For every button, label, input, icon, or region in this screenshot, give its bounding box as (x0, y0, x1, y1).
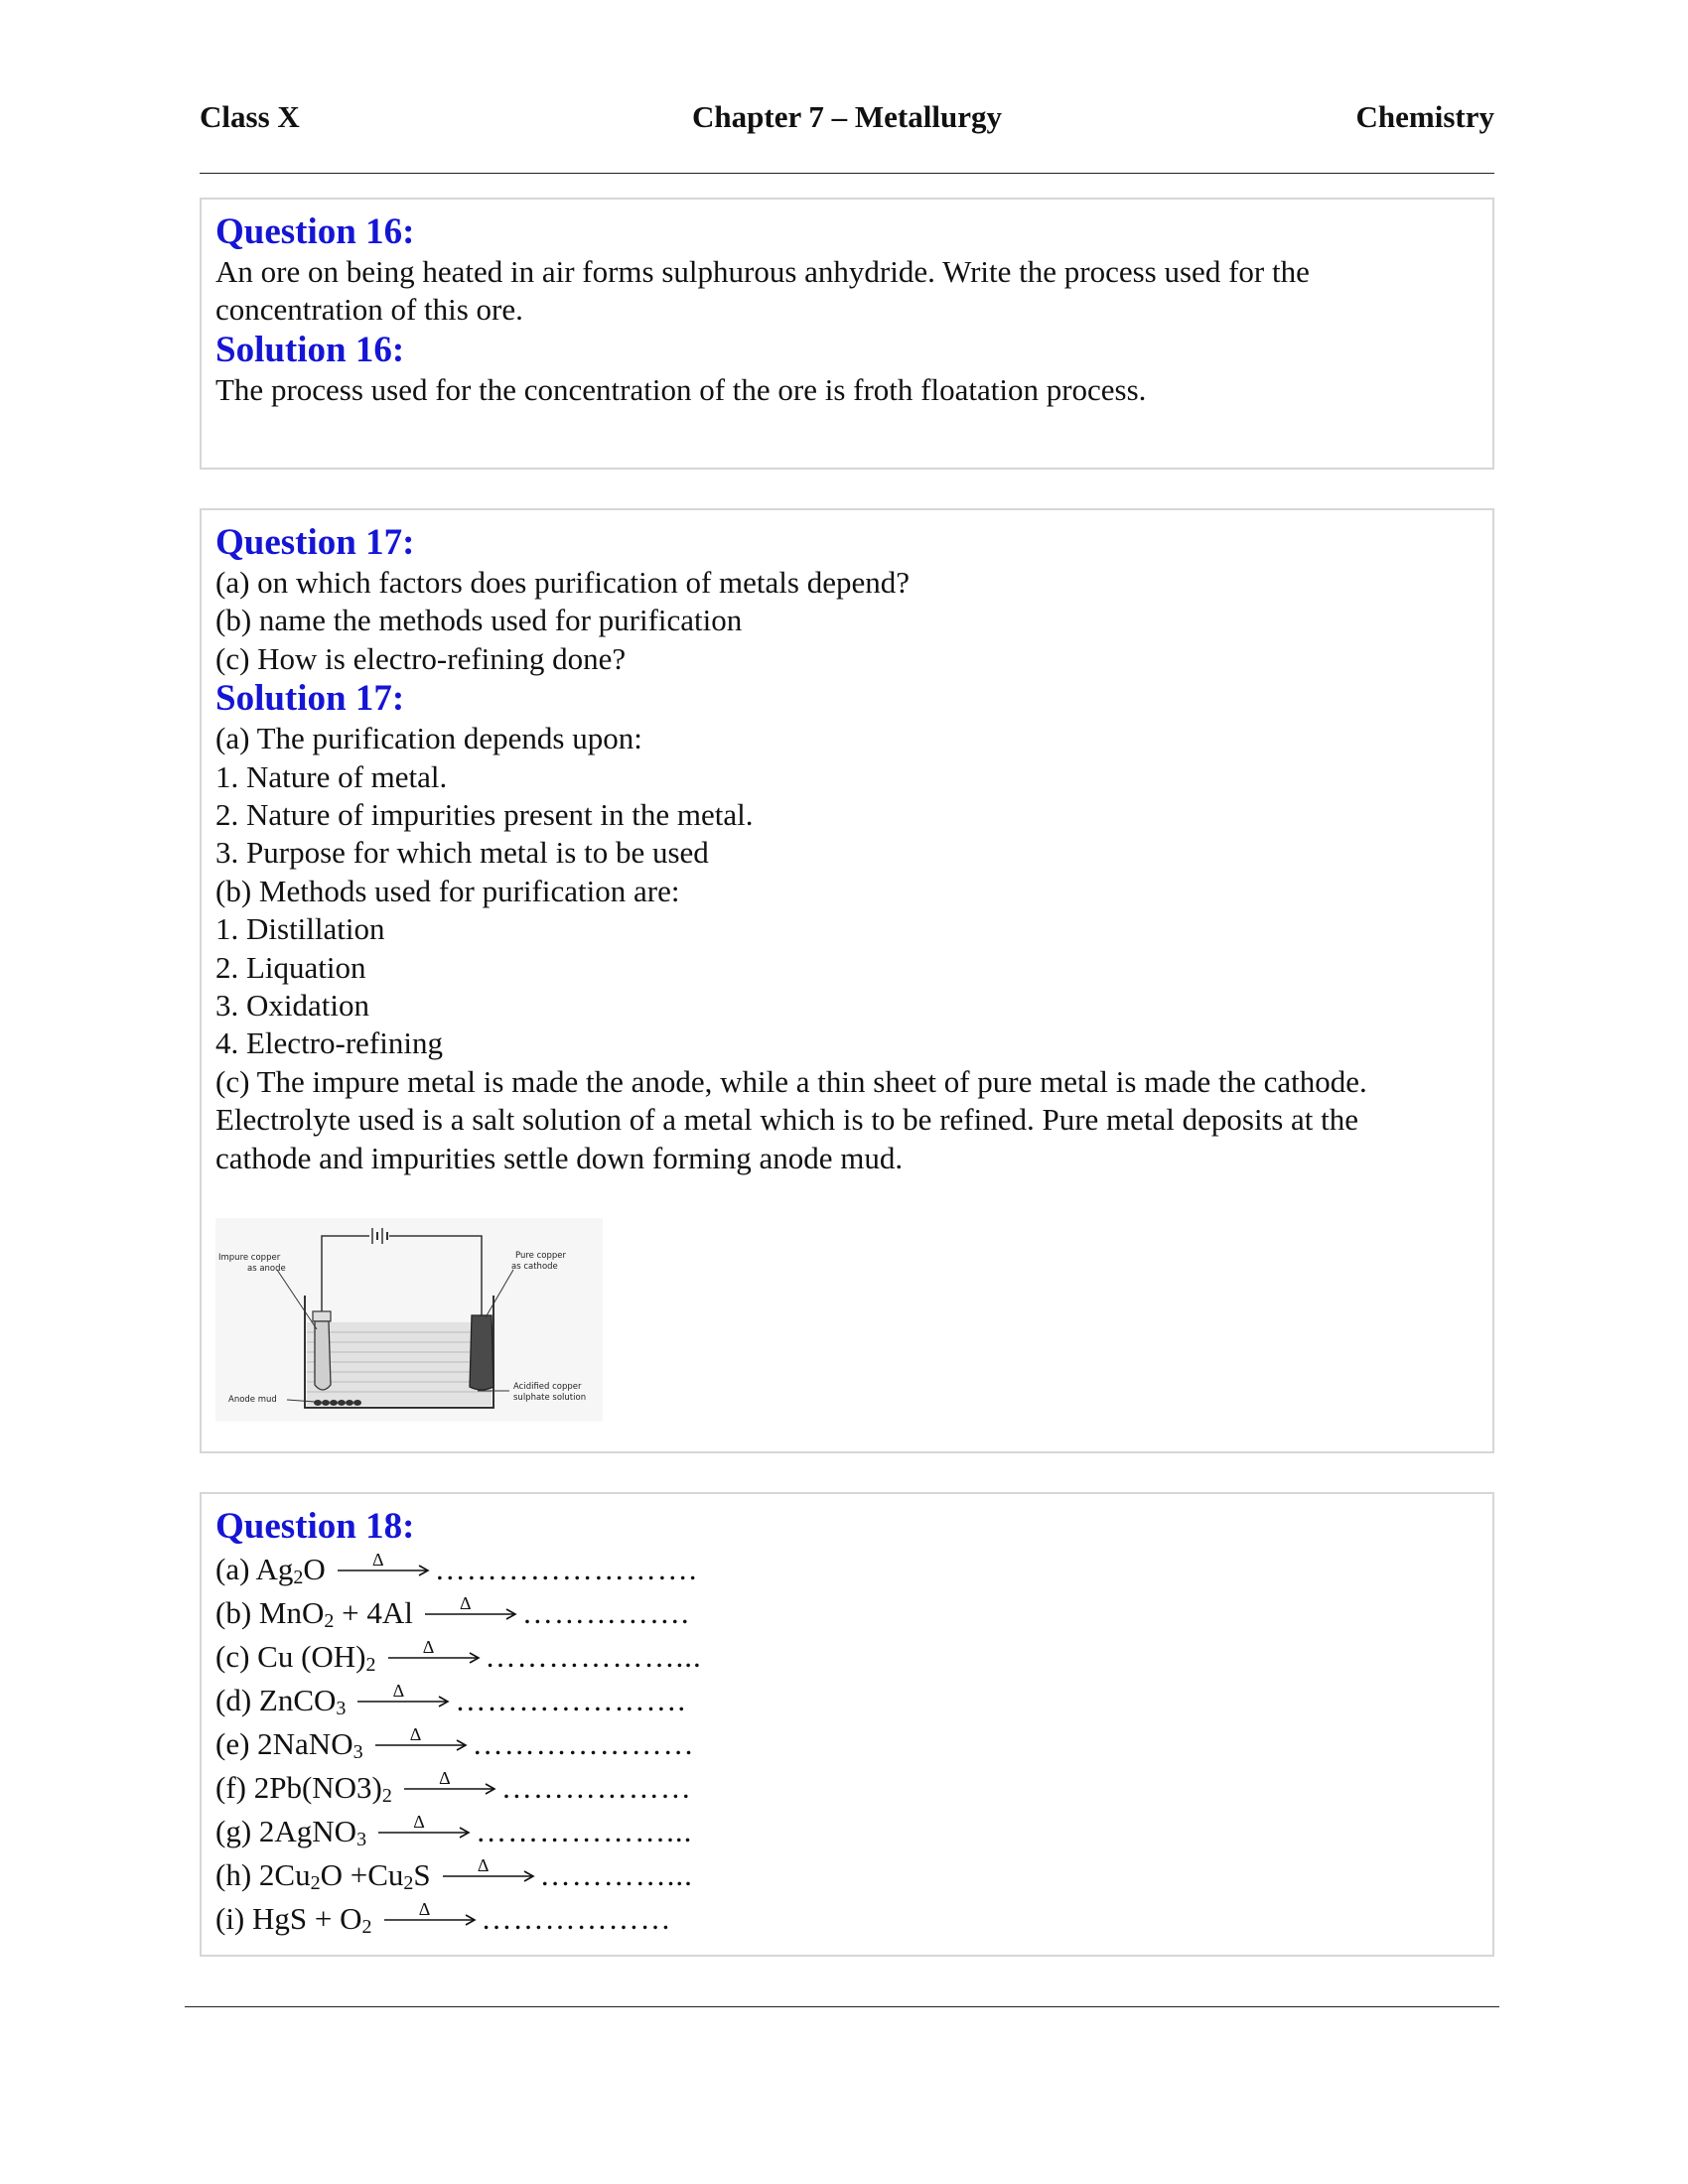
header-subject: Chemistry (1355, 99, 1494, 134)
heat-arrow (384, 1899, 480, 1927)
delta-symbol: Δ (409, 1724, 422, 1744)
reactant-text: (e) 2NaNO (215, 1726, 353, 1761)
question-16-box (200, 198, 1494, 470)
subscript: 2 (361, 1916, 372, 1938)
arrow-icon (388, 1652, 484, 1664)
arrow-icon (384, 1914, 480, 1926)
answer-blank: ……………………. (434, 1552, 698, 1586)
anode-label-line: as anode (247, 1264, 286, 1274)
reactant-text: (d) ZnCO (215, 1683, 337, 1717)
reactant-text: (f) 2Pb(NO3) (215, 1770, 382, 1805)
reactant-text: (i) HgS + O (215, 1901, 362, 1936)
solution-17-c-line: cathode and impurities settle down forming anode mud. (215, 1140, 904, 1175)
reactant-text: + 4Al (334, 1595, 413, 1630)
impure-copper-anode (315, 1321, 331, 1390)
subscript: 2 (293, 1567, 304, 1588)
solution-16-text: The process used for the concentration of the ore is froth floatation process. (215, 371, 1147, 407)
heat-arrow (378, 1812, 474, 1840)
heat-arrow (375, 1724, 471, 1752)
question-17-line: (c) How is electro-refining done? (215, 640, 627, 676)
heat-arrow (357, 1681, 453, 1708)
electrolyte-solution (307, 1322, 492, 1406)
anode-label-line: Impure copper (218, 1253, 281, 1263)
arrow-icon (375, 1739, 471, 1751)
question-17-box (200, 508, 1494, 1453)
arrow-icon (357, 1696, 453, 1707)
question-17-line: (b) name the methods used for purification (215, 603, 743, 638)
answer-blank: ………………… (472, 1726, 695, 1761)
solution-17-line: (a) The purification depends upon: (215, 721, 642, 756)
answer-blank: ……………. (521, 1595, 690, 1630)
solution-17-line: 4. Electro-refining (215, 1025, 443, 1061)
answer-blank: ………………... (476, 1814, 693, 1848)
subscript: 3 (336, 1698, 347, 1719)
delta-symbol: Δ (413, 1812, 425, 1832)
answer-blank: ………………... (485, 1639, 702, 1674)
reaction-item (215, 1548, 1477, 1591)
delta-symbol: Δ (371, 1550, 384, 1570)
solution-17-c-line: (c) The impure metal is made the anode, while a thin sheet of pure metal is made the cathode. (215, 1063, 1367, 1099)
footer-rule (185, 2006, 1499, 2007)
header-rule (200, 173, 1494, 174)
solution-17-line: 3. Purpose for which metal is to be used (215, 835, 709, 871)
arrow-icon (378, 1827, 474, 1839)
electro-refining-diagram (215, 1218, 603, 1422)
question-18-title: Question 18: (215, 1506, 415, 1547)
heat-arrow (443, 1855, 538, 1883)
heat-arrow (338, 1550, 433, 1577)
question-17-line: (a) on which factors does purification of metals depend? (215, 565, 910, 600)
reactant-text: (g) 2AgNO (215, 1814, 357, 1848)
subscript: 2 (381, 1785, 392, 1807)
pure-copper-cathode (470, 1315, 493, 1390)
subscript: 2 (324, 1610, 335, 1632)
solution-17-line: 1. Nature of metal. (215, 758, 448, 794)
reactant-text: (a) Ag (215, 1552, 294, 1586)
delta-symbol: Δ (392, 1681, 405, 1701)
reactant-text: O +Cu (320, 1857, 404, 1892)
reactant-text: (c) Cu (OH) (215, 1639, 366, 1674)
delta-symbol: Δ (460, 1593, 472, 1613)
heat-arrow (388, 1637, 484, 1665)
cathode-label-line: Pure copper (515, 1251, 566, 1261)
subscript: 2 (310, 1872, 321, 1894)
arrow-icon (443, 1870, 538, 1882)
subscript: 3 (352, 1741, 363, 1763)
answer-blank: …………………. (455, 1683, 687, 1717)
subscript: 2 (365, 1654, 376, 1676)
solution-17-c-line: Electrolyte used is a salt solution of a metal which is to be refined. Pure metal deposits at the (215, 1102, 1359, 1138)
reactant-text: (h) 2Cu (215, 1857, 311, 1892)
subscript: 3 (356, 1829, 367, 1850)
anode-mud-label: Anode mud (228, 1395, 277, 1405)
reactant-text: (b) MnO (215, 1595, 325, 1630)
solution-17-title: Solution 17: (215, 678, 405, 720)
solution-label-line: sulphate solution (513, 1393, 587, 1403)
delta-symbol: Δ (477, 1855, 490, 1875)
reaction-item (215, 1810, 1477, 1853)
page-header (200, 99, 1494, 139)
solution-label-line: Acidified copper (513, 1382, 582, 1392)
header-chapter: Chapter 7 – Metallurgy (692, 99, 1002, 134)
delta-symbol: Δ (418, 1899, 431, 1919)
answer-blank: ……………… (500, 1770, 692, 1805)
solution-17-line: 3. Oxidation (215, 988, 369, 1024)
arrow-icon (404, 1783, 499, 1795)
subscript: 2 (403, 1872, 414, 1894)
header-class: Class X (200, 99, 300, 134)
heat-arrow (425, 1593, 520, 1621)
question-16-title: Question 16: (215, 211, 415, 252)
question-16-text-line: concentration of this ore. (215, 292, 523, 328)
reaction-item (215, 1897, 1477, 1941)
solution-17-line: 2. Liquation (215, 949, 366, 985)
cathode-label-line: as cathode (511, 1262, 558, 1272)
heat-arrow (404, 1768, 499, 1796)
solution-17-line: 1. Distillation (215, 911, 385, 947)
solution-16-title: Solution 16: (215, 329, 405, 370)
answer-blank: …………... (539, 1857, 693, 1892)
delta-symbol: Δ (422, 1637, 435, 1657)
arrow-icon (338, 1565, 433, 1576)
arrow-icon (425, 1608, 520, 1620)
reactant-text: O (303, 1552, 326, 1586)
delta-symbol: Δ (439, 1768, 451, 1788)
answer-blank: ……………… (481, 1901, 672, 1936)
question-18-box (200, 1492, 1494, 1957)
question-16-text-line: An ore on being heated in air forms sulphurous anhydride. Write the process used for the (215, 254, 1310, 289)
solution-17-line: (b) Methods used for purification are: (215, 873, 680, 908)
anode-clamp (313, 1311, 331, 1321)
solution-17-line: 2. Nature of impurities present in the metal. (215, 797, 754, 833)
reactant-text: S (413, 1857, 431, 1892)
question-17-title: Question 17: (215, 522, 415, 563)
reaction-list (215, 1548, 1477, 1941)
